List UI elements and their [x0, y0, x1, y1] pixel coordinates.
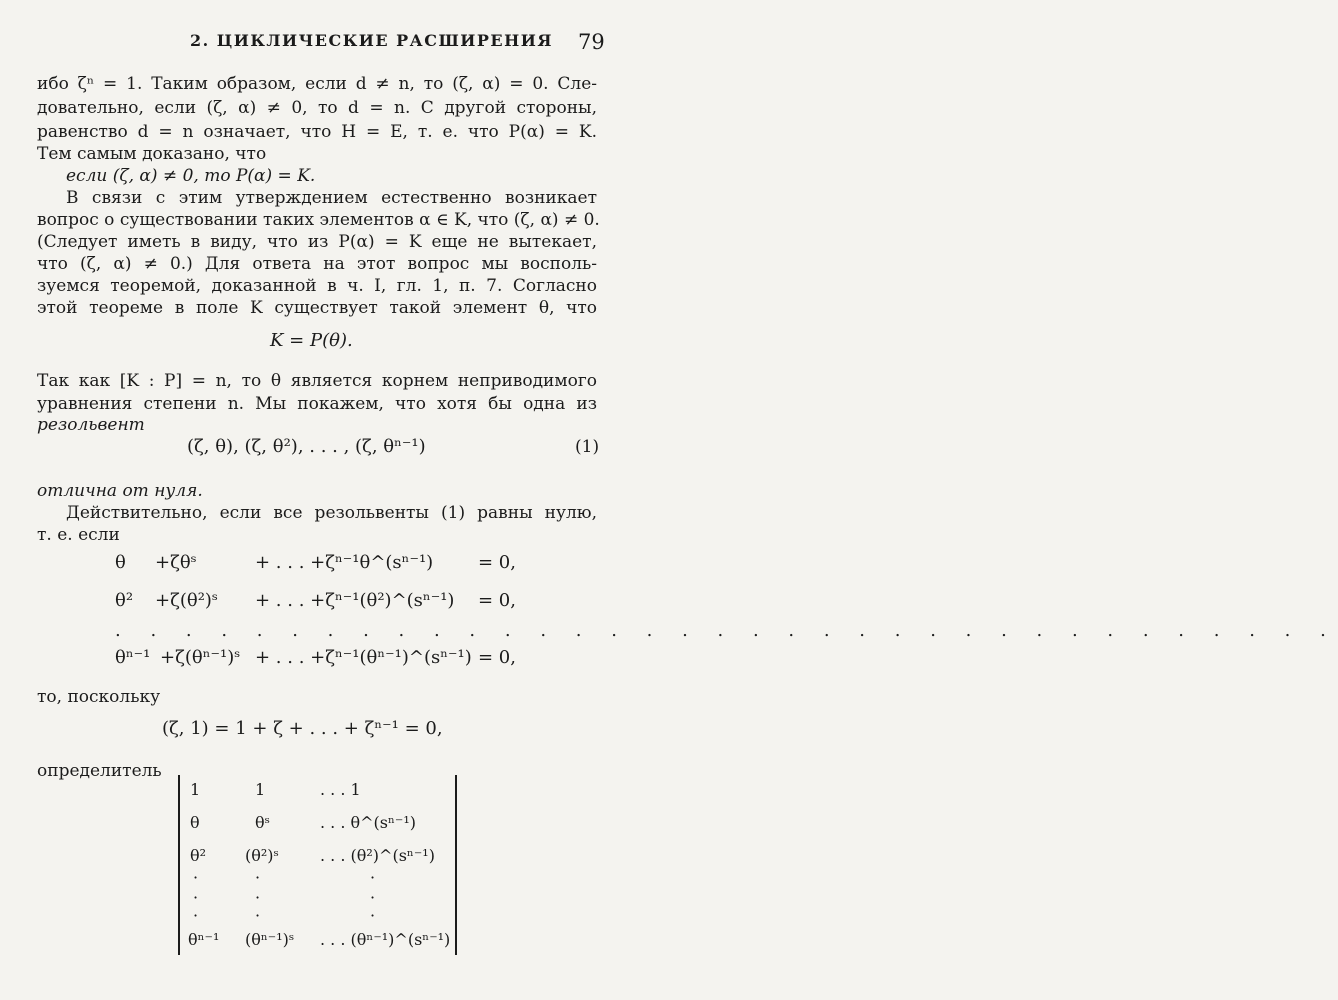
det-cell: θˢ — [255, 813, 271, 832]
det-cell: (θⁿ⁻¹)ˢ — [245, 930, 295, 949]
det-dot: · — [370, 906, 376, 925]
det-cell: θ² — [190, 846, 207, 865]
det-dot: · — [193, 888, 199, 907]
text-line: то, поскольку — [37, 687, 161, 707]
determinant-left-bar — [178, 775, 180, 955]
det-cell: . . . (θ²)^(sⁿ⁻¹) — [320, 846, 435, 865]
formula-k-equals-p-theta: K = P(θ). — [270, 330, 353, 351]
det-dot: · — [255, 868, 261, 887]
det-cell: θⁿ⁻¹ — [188, 930, 220, 949]
statement-line: если (ζ, α) ≠ 0, то P(α) = K. — [66, 166, 316, 186]
det-dot: · — [193, 906, 199, 925]
text-line: вопрос о существовании таких элементов α ∈ K, что (ζ, α) ≠ 0. — [37, 210, 600, 230]
text-line: определитель — [37, 761, 162, 781]
det-cell: 1 — [255, 780, 266, 799]
running-header: 2. ЦИКЛИЧЕСКИЕ РАСШИРЕНИЯ — [190, 31, 553, 50]
det-cell: . . . (θⁿ⁻¹)^(sⁿ⁻¹) — [320, 930, 451, 949]
text-line: резольвент — [37, 415, 145, 435]
text-line: равенство d = n означает, что H = E, т. е. что P(α) = K. — [37, 122, 597, 142]
det-dot: · — [370, 888, 376, 907]
text-line: довательно, если (ζ, α) ≠ 0, то d = n. С другой стороны, — [37, 98, 597, 118]
system-row-1-col-4: = 0, — [478, 552, 516, 573]
text-line: т. е. если — [37, 525, 120, 545]
det-dot: · — [370, 868, 376, 887]
system-row-2-col-2: +ζ(θ²)ˢ — [155, 590, 218, 611]
system-row-3-col-1: θⁿ⁻¹ — [115, 647, 151, 668]
det-cell: (θ²)ˢ — [245, 846, 279, 865]
det-dot: · — [255, 888, 261, 907]
system-row-2-col-3: + . . . +ζⁿ⁻¹(θ²)^(sⁿ⁻¹) — [255, 590, 455, 611]
text-line: В связи с этим утверждением естественно возникает — [66, 188, 597, 208]
det-dot: · — [255, 906, 261, 925]
text-line: Так как [K : P] = n, то θ является корнем неприводимого — [37, 371, 597, 391]
determinant-right-bar — [455, 775, 457, 955]
text-line: (Следует иметь в виду, что из P(α) = K еще не вытекает, — [37, 232, 597, 252]
system-row-2-col-4: = 0, — [478, 590, 516, 611]
page-number: 79 — [578, 30, 605, 54]
system-row-3-col-2: +ζ(θⁿ⁻¹)ˢ — [160, 647, 241, 668]
system-row-3-col-4: = 0, — [478, 647, 516, 668]
det-cell: . . . 1 — [320, 780, 361, 799]
equation-number: (1) — [575, 437, 600, 457]
formula-zeta-one: (ζ, 1) = 1 + ζ + . . . + ζⁿ⁻¹ = 0, — [162, 718, 443, 739]
system-row-1-col-1: θ — [115, 552, 126, 573]
text-line: Действительно, если все резольвенты (1) равны нулю, — [66, 503, 597, 523]
det-cell: . . . θ^(sⁿ⁻¹) — [320, 813, 417, 832]
text-line: ибо ζⁿ = 1. Таким образом, если d ≠ n, то (ζ, α) = 0. Сле- — [37, 74, 597, 94]
text-line: отлична от нуля. — [37, 481, 203, 501]
det-cell: 1 — [190, 780, 201, 799]
system-row-1-col-2: +ζθˢ — [155, 552, 197, 573]
dotted-row: . . . . . . . . . . . . . . . . . . . . . . . . . . . . . . . . . . . — [115, 620, 1338, 641]
system-row-3-col-3: + . . . +ζⁿ⁻¹(θⁿ⁻¹)^(sⁿ⁻¹) — [255, 647, 472, 668]
resolvents-formula: (ζ, θ), (ζ, θ²), . . . , (ζ, θⁿ⁻¹) — [187, 436, 426, 457]
text-line: этой теореме в поле K существует такой элемент θ, что — [37, 298, 597, 318]
text-line: зуемся теоремой, доказанной в ч. I, гл. 1, п. 7. Согласно — [37, 276, 597, 296]
text-line: уравнения степени n. Мы покажем, что хотя бы одна из — [37, 394, 597, 414]
system-row-2-col-1: θ² — [115, 590, 134, 611]
text-line: что (ζ, α) ≠ 0.) Для ответа на этот вопрос мы восполь- — [37, 254, 597, 274]
det-cell: θ — [190, 813, 200, 832]
system-row-1-col-3: + . . . +ζⁿ⁻¹θ^(sⁿ⁻¹) — [255, 552, 434, 573]
det-dot: · — [193, 868, 199, 887]
text-line: Тем самым доказано, что — [37, 144, 267, 164]
